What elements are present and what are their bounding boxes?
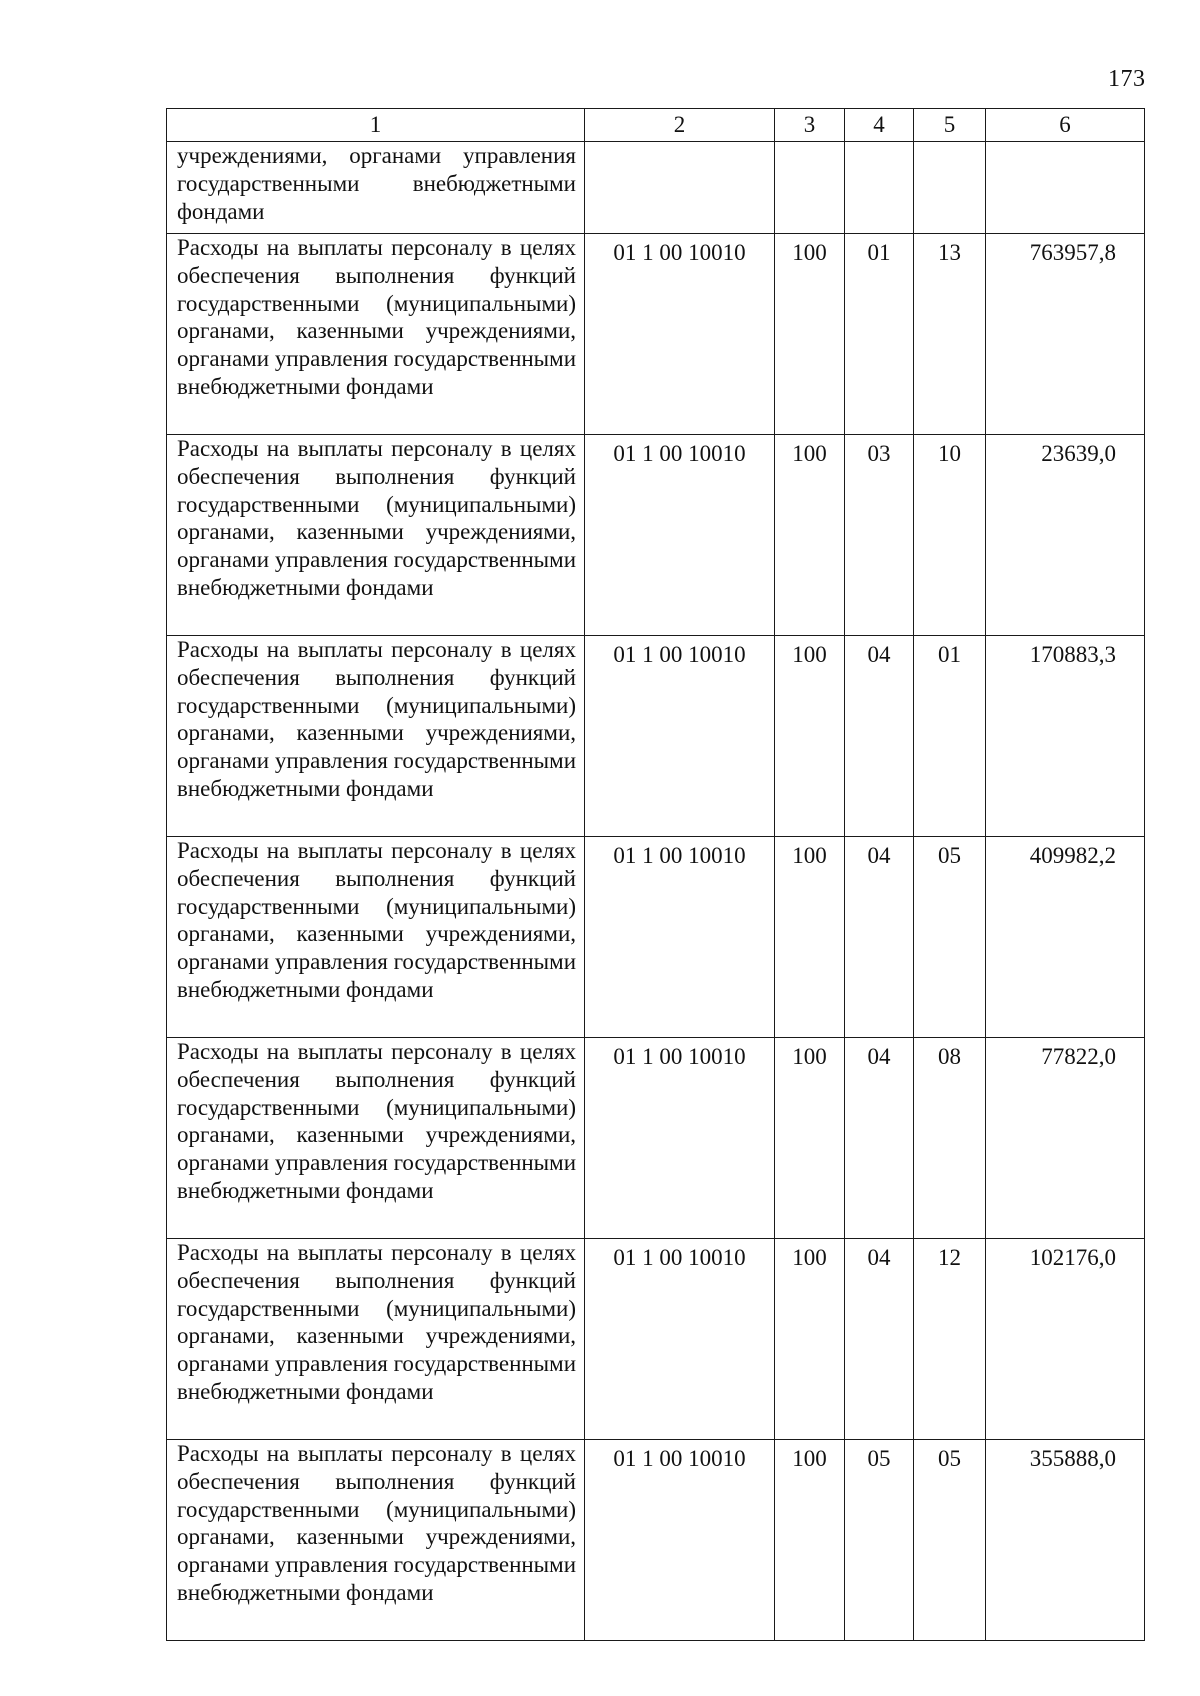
table-row xyxy=(167,1239,1145,1440)
row-code: 01 1 00 10010 xyxy=(585,1038,775,1239)
budget-table xyxy=(166,108,1145,1641)
row-amount: 77822,0 xyxy=(986,1038,1145,1239)
row-amount: 409982,2 xyxy=(986,837,1145,1038)
row-column-4: 01 xyxy=(845,234,914,435)
row-column-5: 08 xyxy=(914,1038,986,1239)
table-row xyxy=(167,1440,1145,1641)
row-code: 01 1 00 10010 xyxy=(585,234,775,435)
row-column-5: 12 xyxy=(914,1239,986,1440)
row-column-3 xyxy=(775,142,845,234)
column-header: 5 xyxy=(914,109,986,142)
row-column-4: 03 xyxy=(845,435,914,636)
column-header: 1 xyxy=(167,109,585,142)
row-description: Расходы на выплаты персоналу в целях обеспечения выполнения функций государственными (муниципальными) органами, казенными учреждениями, органами управления государственными внебюджетными фондами xyxy=(167,1440,585,1641)
page-number: 173 xyxy=(1108,66,1146,92)
row-column-4: 04 xyxy=(845,1239,914,1440)
row-code: 01 1 00 10010 xyxy=(585,1239,775,1440)
row-column-3: 100 xyxy=(775,1239,845,1440)
row-code: 01 1 00 10010 xyxy=(585,636,775,837)
row-column-3: 100 xyxy=(775,1038,845,1239)
row-description: Расходы на выплаты персоналу в целях обеспечения выполнения функций государственными (муниципальными) органами, казенными учреждениями, органами управления государственными внебюджетными фондами xyxy=(167,1239,585,1440)
table-row xyxy=(167,1038,1145,1239)
table-row-continuation xyxy=(167,142,1145,234)
row-amount: 102176,0 xyxy=(986,1239,1145,1440)
row-amount: 763957,8 xyxy=(986,234,1145,435)
row-column-4: 04 xyxy=(845,1038,914,1239)
row-description: Расходы на выплаты персоналу в целях обеспечения выполнения функций государственными (муниципальными) органами, казенными учреждениями, органами управления государственными внебюджетными фондами xyxy=(167,1038,585,1239)
row-column-5 xyxy=(914,142,986,234)
row-amount: 170883,3 xyxy=(986,636,1145,837)
row-description: Расходы на выплаты персоналу в целях обеспечения выполнения функций государственными (муниципальными) органами, казенными учреждениями, органами управления государственными внебюджетными фондами xyxy=(167,234,585,435)
row-column-3: 100 xyxy=(775,1440,845,1641)
row-description: Расходы на выплаты персоналу в целях обеспечения выполнения функций государственными (муниципальными) органами, казенными учреждениями, органами управления государственными внебюджетными фондами xyxy=(167,636,585,837)
row-amount: 355888,0 xyxy=(986,1440,1145,1641)
row-code: 01 1 00 10010 xyxy=(585,837,775,1038)
table-row xyxy=(167,234,1145,435)
header-row xyxy=(167,109,1145,142)
row-description: Расходы на выплаты персоналу в целях обеспечения выполнения функций государственными (муниципальными) органами, казенными учреждениями, органами управления государственными внебюджетными фондами xyxy=(167,435,585,636)
row-amount: 23639,0 xyxy=(986,435,1145,636)
row-column-4: 04 xyxy=(845,837,914,1038)
row-code xyxy=(585,142,775,234)
row-column-3: 100 xyxy=(775,435,845,636)
row-description: Расходы на выплаты персоналу в целях обеспечения выполнения функций государственными (муниципальными) органами, казенными учреждениями, органами управления государственными внебюджетными фондами xyxy=(167,837,585,1038)
row-column-5: 10 xyxy=(914,435,986,636)
row-code: 01 1 00 10010 xyxy=(585,1440,775,1641)
row-column-5: 05 xyxy=(914,1440,986,1641)
row-column-3: 100 xyxy=(775,636,845,837)
row-column-4: 05 xyxy=(845,1440,914,1641)
row-amount xyxy=(986,142,1145,234)
row-column-3: 100 xyxy=(775,837,845,1038)
row-column-5: 05 xyxy=(914,837,986,1038)
column-header: 2 xyxy=(585,109,775,142)
row-column-4 xyxy=(845,142,914,234)
table-row xyxy=(167,837,1145,1038)
row-column-4: 04 xyxy=(845,636,914,837)
row-column-5: 01 xyxy=(914,636,986,837)
row-column-3: 100 xyxy=(775,234,845,435)
row-code: 01 1 00 10010 xyxy=(585,435,775,636)
row-description: учреждениями, органами управления государственными внебюджетными фондами xyxy=(167,142,585,234)
row-column-5: 13 xyxy=(914,234,986,435)
column-header: 6 xyxy=(986,109,1145,142)
column-header: 3 xyxy=(775,109,845,142)
table-row xyxy=(167,435,1145,636)
table-row xyxy=(167,636,1145,837)
column-header: 4 xyxy=(845,109,914,142)
